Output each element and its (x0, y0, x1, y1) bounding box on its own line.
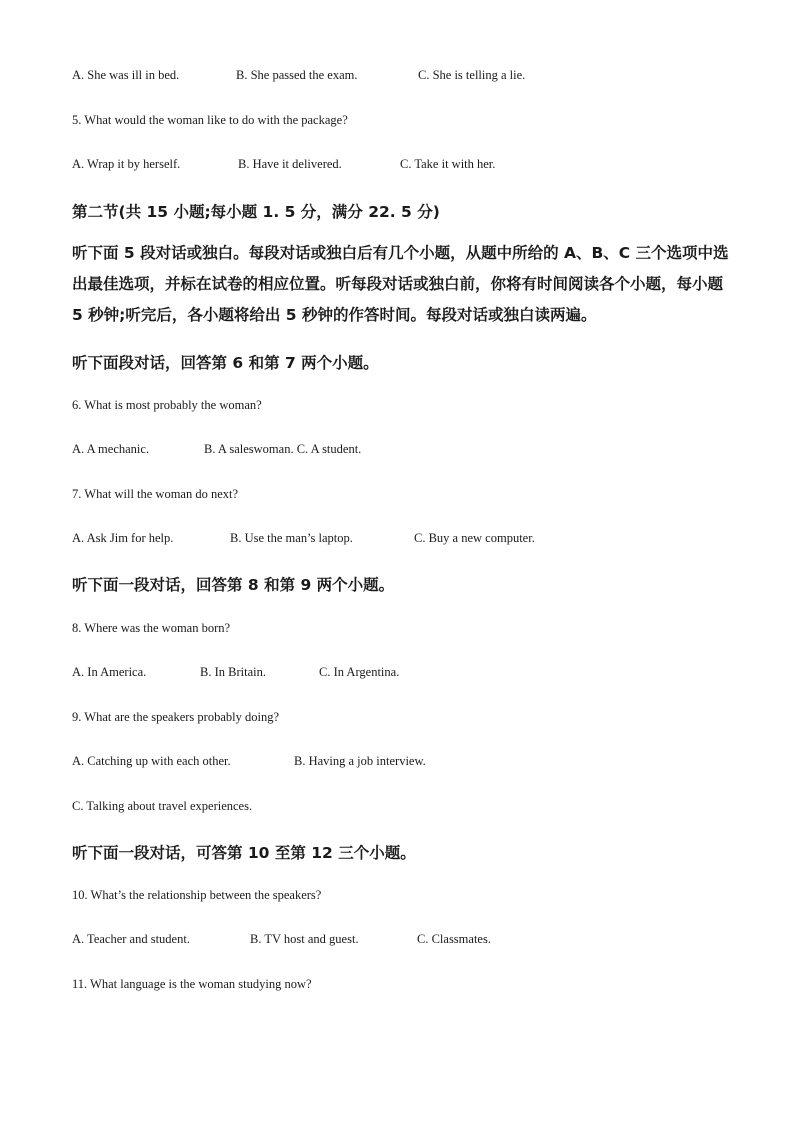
q7-option-b: B. Use the man’s laptop. (230, 531, 353, 545)
q10-question: 10. What’s the relationship between the speakers? (72, 888, 322, 902)
q9-option-b: B. Having a job interview. (294, 754, 426, 768)
q8-option-c: C. In Argentina. (319, 665, 400, 679)
q11-question: 11. What language is the woman studying now? (72, 977, 312, 991)
q4-option-b: B. She passed the exam. (236, 68, 358, 82)
q5-option-c: C. Take it with her. (400, 157, 496, 171)
q9-option-c: C. Talking about travel experiences. (72, 799, 253, 813)
group3-heading: 听下面一段对话，可答第 10 至第 12 三个小题。 (72, 844, 416, 862)
q10-option-c: C. Classmates. (417, 932, 491, 946)
section2-instructions: 听下面 5 段对话或独白。每段对话或独白后有几个小题，从题中所给的 A、B、C 三个选项中选出最佳选项，并标在试卷的相应位置。听每段对话或独白前，你将有时间阅读各个小题，每小题 5 秒钟;听完后，各小题将给出 5 秒钟的作答时间。每段对话或独白读两遍。 (72, 244, 729, 324)
q10-option-b: B. TV host and guest. (250, 932, 359, 946)
q9-question: 9. What are the speakers probably doing? (72, 710, 279, 724)
group2-heading: 听下面一段对话，回答第 8 和第 9 两个小题。 (72, 576, 395, 594)
q8-question: 8. Where was the woman born? (72, 621, 231, 635)
q7-question: 7. What will the woman do next? (72, 487, 239, 501)
section2-heading: 第二节(共 15 小题;每小题 1. 5 分，满分 22. 5 分) (72, 203, 440, 221)
q7-option-a: A. Ask Jim for help. (72, 531, 174, 545)
q4-option-a: A. She was ill in bed. (72, 68, 180, 82)
q5-question: 5. What would the woman like to do with the package? (72, 113, 348, 127)
q5-option-a: A. Wrap it by herself. (72, 157, 181, 171)
q6-option-a: A. A mechanic. (72, 442, 150, 456)
q9-option-a: A. Catching up with each other. (72, 754, 231, 768)
q8-option-b: B. In Britain. (200, 665, 266, 679)
q7-option-c: C. Buy a new computer. (414, 531, 535, 545)
q8-option-a: A. In America. (72, 665, 147, 679)
q6-option-bc: B. A saleswoman. C. A student. (204, 442, 362, 456)
q10-option-a: A. Teacher and student. (72, 932, 190, 946)
q5-option-b: B. Have it delivered. (238, 157, 342, 171)
q6-question: 6. What is most probably the woman? (72, 398, 262, 412)
q4-option-c: C. She is telling a lie. (418, 68, 526, 82)
group1-heading: 听下面段对话，回答第 6 和第 7 两个小题。 (72, 354, 379, 372)
